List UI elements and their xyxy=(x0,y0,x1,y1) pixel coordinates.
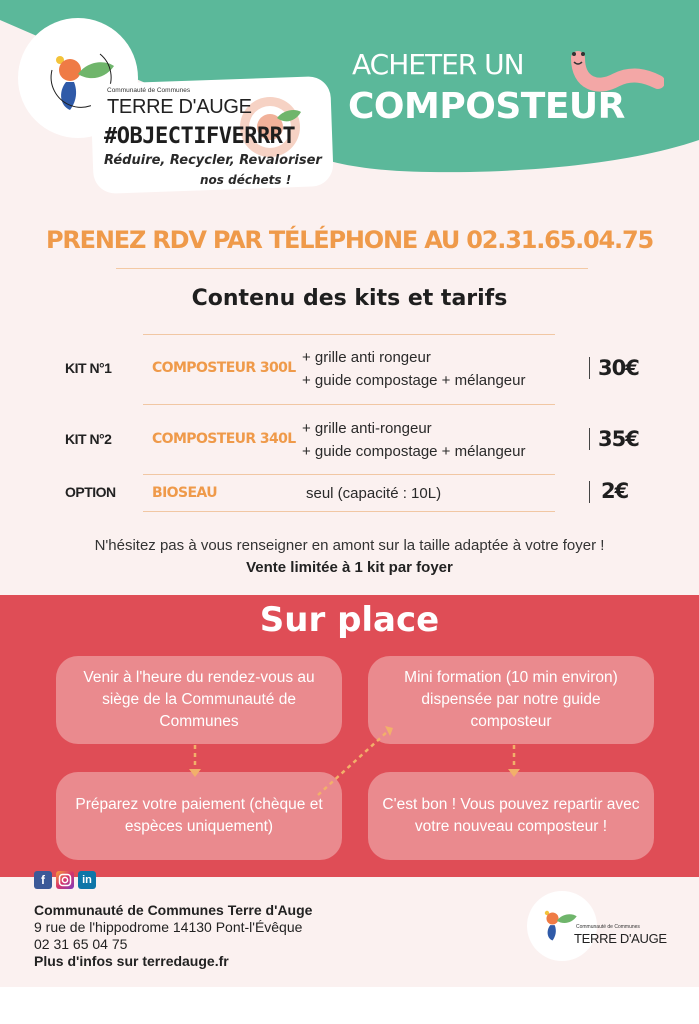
step-text: Venir à l'heure du rendez-vous au siège de la Communauté de Communes xyxy=(83,669,315,730)
kit-desc-line1: + grille anti-rongeur xyxy=(302,420,432,437)
step-text: Préparez votre paiement (chèque et espèces uniquement) xyxy=(75,796,323,835)
table-divider xyxy=(143,511,555,512)
kit-label: KIT N°1 xyxy=(65,360,112,376)
flow-arrows xyxy=(0,595,699,877)
price-separator xyxy=(589,357,590,379)
instagram-icon[interactable] xyxy=(56,871,74,889)
footer-phone: 02 31 65 04 75 xyxy=(34,936,128,952)
rdv-phone-heading: PRENEZ RDV PAR TÉLÉPHONE AU 02.31.65.04.75 xyxy=(46,226,653,254)
kit-desc-line2: + guide compostage + mélangeur xyxy=(302,372,526,389)
table-divider xyxy=(143,334,555,335)
hashtag: #OBJECTIFVERRRT xyxy=(104,124,296,149)
footer-logo-subtitle: Communauté de Communes xyxy=(576,924,640,930)
facebook-icon[interactable]: f xyxy=(34,871,52,889)
title-line1: ACHETER UN xyxy=(352,48,524,81)
linkedin-icon[interactable]: in xyxy=(78,871,96,889)
kit-desc-line2: + guide compostage + mélangeur xyxy=(302,443,526,460)
note-limit: Vente limitée à 1 kit par foyer xyxy=(246,559,453,576)
slogan-line2: nos déchets ! xyxy=(200,173,292,187)
footer-logo-name: TERRE D'AUGE xyxy=(574,931,667,946)
logo-subtitle: Communauté de Communes xyxy=(107,87,191,94)
table-divider xyxy=(143,404,555,405)
kit-price: 30€ xyxy=(598,356,639,380)
footer-website[interactable]: Plus d'infos sur terredauge.fr xyxy=(34,953,229,969)
divider xyxy=(116,268,588,269)
logo-name: TERRE D'AUGE xyxy=(107,96,252,118)
kit-label: KIT N°2 xyxy=(65,431,112,447)
worm-icon xyxy=(568,44,664,96)
kit-product: BIOSEAU xyxy=(152,485,218,501)
kit-product: COMPOSTEUR 300L xyxy=(152,360,296,376)
kit-desc-line1: seul (capacité : 10L) xyxy=(306,485,442,502)
kit-product: COMPOSTEUR 340L xyxy=(152,431,296,447)
instagram-glyph xyxy=(56,871,74,889)
step-text: Mini formation (10 min environ) dispensée par notre guide composteur xyxy=(404,669,618,730)
footer-address: 9 rue de l'hippodrome 14130 Pont-l'Évêque xyxy=(34,919,303,935)
kit-label: OPTION xyxy=(65,484,116,500)
note-size: N'hésitez pas à vous renseigner en amont sur la taille adaptée à votre foyer ! xyxy=(94,537,605,554)
footer-org: Communauté de Communes Terre d'Auge xyxy=(34,902,313,918)
page-bottom-margin xyxy=(0,987,699,1024)
price-separator xyxy=(589,481,590,503)
price-separator xyxy=(589,428,590,450)
kit-price: 2€ xyxy=(601,479,629,503)
slogan-line1: Réduire, Recycler, Revaloriser xyxy=(104,153,322,168)
kit-price: 35€ xyxy=(598,427,639,451)
title-line2: COMPOSTEUR xyxy=(348,86,625,127)
kit-desc-line1: + grille anti rongeur xyxy=(302,349,431,366)
sur-place-title: Sur place xyxy=(259,600,440,640)
kits-title: Contenu des kits et tarifs xyxy=(191,286,508,311)
step-text: C'est bon ! Vous pouvez repartir avec votre nouveau composteur ! xyxy=(382,796,640,835)
table-divider xyxy=(143,474,555,475)
